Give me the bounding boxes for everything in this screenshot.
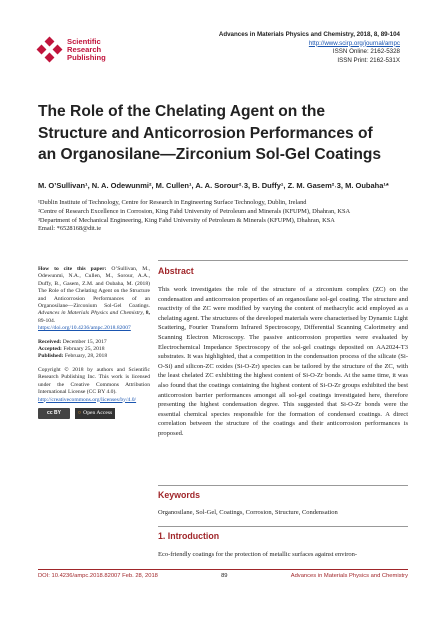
open-lock-icon: ○ bbox=[77, 409, 82, 416]
introduction-section bbox=[158, 526, 408, 559]
keywords-section bbox=[158, 485, 408, 516]
citation-label: How to cite this paper: bbox=[38, 266, 107, 272]
published-date: February, 28, 2018 bbox=[64, 353, 108, 360]
page-header bbox=[0, 0, 440, 78]
affiliation-2: ²Centre of Research Excellence in Corrosion, King Fahd University of Petroleum and Minerals (KFUPM), Dhahran, KSA bbox=[38, 207, 351, 215]
author-list: M. O’Sullivan¹, N. A. Odewunmi², M. Cullen¹, A. A. Sorour²˒3, B. Duffy¹, Z. M. Gasem²˒3, M. Oubaha¹* bbox=[38, 181, 389, 190]
publisher-logo-icon bbox=[38, 38, 62, 62]
publisher-logo[interactable] bbox=[38, 35, 138, 65]
affiliation-1: ¹Dublin Institute of Technology, Centre for Research in Engineering Surface Technology, Dublin, Ireland bbox=[38, 199, 307, 206]
citation-journal: Advances in Materials Physics and Chemistry, bbox=[38, 310, 145, 317]
abstract-section bbox=[158, 260, 408, 439]
received-date: December 15, 2017 bbox=[62, 338, 107, 345]
journal-url-link[interactable]: http://www.scirp.org/journal/ampc bbox=[308, 39, 400, 47]
keywords-heading: Keywords bbox=[158, 490, 201, 500]
abstract-heading: Abstract bbox=[158, 266, 194, 276]
copyright-text: Copyright © 2018 by authors and Scientific Research Publishing Inc. This work is licensed under the Creative Commons Attribution International License (CC BY 4.0). bbox=[38, 366, 150, 396]
citation-block bbox=[38, 266, 150, 333]
copyright-block bbox=[38, 367, 150, 419]
paper-title: The Role of the Chelating Agent on the Structure and Anticorrosion Performances of an Organosilane—Zirconium Sol-Gel Coatings bbox=[38, 103, 382, 163]
contact-email[interactable]: Email: *6528168@dit.ie bbox=[38, 225, 102, 233]
open-access-badge[interactable]: ○ Open Access bbox=[75, 408, 115, 419]
journal-info bbox=[219, 31, 400, 65]
citation-doi-link[interactable]: https://doi.org/10.4236/ampc.2018.82007 bbox=[38, 325, 131, 332]
article-sidebar bbox=[38, 266, 150, 425]
journal-name: Advances in Materials Physics and Chemistry, 2018, 8, 89-104 bbox=[218, 31, 400, 38]
issn-online: ISSN Online: 2162-5328 bbox=[332, 48, 400, 55]
dates-block: Received: December 15, 2017 Accepted: February 25, 2018 Published: February, 28, 2018 bbox=[38, 338, 108, 360]
citation-body: O’Sullivan, M., Odewunmi, N.A., Cullen, M., Sorour, A.A., Duffy, B., Gasem, Z.M. and Oubaha, M. (2018) The Role of the Chelating Agent on the Structure and Anticorrosion Performances of an Organosilane—Zirconium Sol-Gel Coatings. bbox=[38, 266, 150, 310]
abstract-text: This work investigates the role of the structure of a zirconium complex (ZC) on the condensation and anticorrosion properties of an organosilane sol-gel coating. The structure and reactivity of the ZC were modified by varying the content of methacrylic acid employed as a chelating agent. The structures of the developed materials were characterised by Dynamic Light Scattering, Fourier Transform Infrared Spectroscopy, Differential Scanning Calorimetry and Scanning Electron Microscopy. The passive anticorrosion properties were evaluated by Electrochemical Impedance Spectroscopy of the sol-gel coatings deposited on AA2024-T3 substrates. It was highlighted, that a competition in the condensation process of the silicate (Si-O-Si) and silicon-ZC oxides (Si-O-Zr) species can be tailored by the structure of the ZC, with the least chelated ZC exhibiting the highest content of Si-O-Zr bonds. At the same time, it was also found that the coatings containing the highest content of Si-O-Zr groups exhibited the best anticorrosion barrier performances amongst all sol-gel coatings investigated here, therefore presenting the highest condensation degree. This suggested that Si-O-Zr bonds were the essential chemical species responsible for the formation of condensed coatings. A direct correlation between the structure of the coatings and their anticorrosion performances is proposed. bbox=[158, 286, 408, 437]
citation-volume: 8, bbox=[145, 310, 150, 317]
issn-print: ISSN Print: 2162-531X bbox=[337, 56, 400, 64]
accepted-date: February 25, 2018 bbox=[63, 346, 105, 353]
cc-by-license-icon[interactable]: cc BY bbox=[38, 408, 70, 419]
footer-doi[interactable]: DOI: 10.4236/ampc.2018.82007 Feb. 28, 2018 bbox=[38, 573, 158, 579]
introduction-text: Eco-friendly coatings for the protection of metallic surfaces against environ- bbox=[158, 551, 358, 558]
footer-journal: Advances in Materials Physics and Chemistry bbox=[290, 573, 408, 579]
keywords-text: Organosilane, Sol-Gel, Coatings, Corrosion, Structure, Condensation bbox=[158, 509, 338, 516]
citation-pages: 89-104. bbox=[38, 317, 56, 324]
page-footer bbox=[38, 569, 408, 579]
license-url-link[interactable]: http://creativecommons.org/licenses/by/4.0/ bbox=[38, 396, 137, 403]
publisher-name: Scientific Research Publishing bbox=[67, 37, 106, 62]
affiliations bbox=[38, 199, 418, 234]
introduction-heading: 1. Introduction bbox=[158, 531, 220, 541]
affiliation-3: ³Department of Mechanical Engineering, King Fahd University of Petroleum & Minerals (KFUPM), Dhahran, KSA bbox=[38, 216, 335, 224]
page-number: 89 bbox=[221, 573, 228, 579]
